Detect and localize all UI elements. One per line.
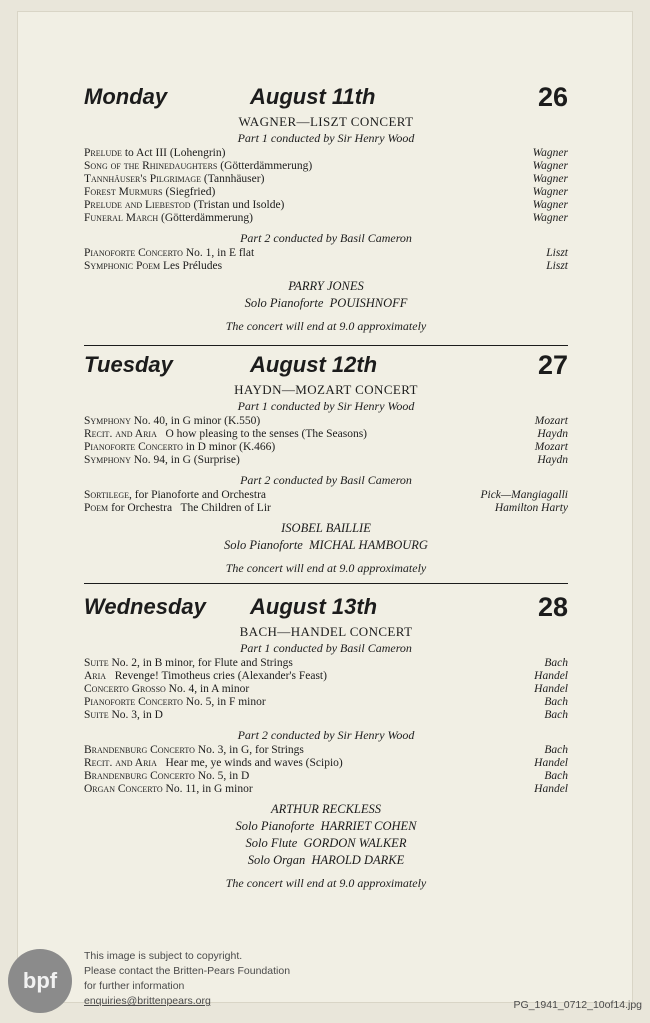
concert-number: 26 [537,82,568,112]
composer: Bach [544,709,568,721]
composer: Liszt [546,260,568,272]
end-note: The concert will end at 9.0 approximately [225,319,427,333]
part-heading: Part 2 conducted by Sir Henry Wood [237,728,415,742]
programme-item: Poem for Orchestra The Children of Lir Hamilton Harty [84,502,568,514]
soloist: Solo Organ HAROLD DARKE [247,853,405,867]
composer: Haydn [537,454,568,466]
programme-item: Song of the Rhinedaughters (Götterdämmerung) Wagner [84,160,568,172]
programme-item: Suite No. 2, in B minor, for Flute and Strings Bach [84,657,568,669]
day-header [84,594,568,628]
composer: Liszt [546,247,568,259]
divider [84,583,568,584]
part-heading: Part 2 conducted by Basil Cameron [240,231,412,245]
programme-item: Concerto Grosso No. 4, in A minor Handel [84,683,568,695]
day-date: August 11th [250,84,376,109]
programme-item: Prelude and Liebestod (Tristan und Isolde) Wagner [84,199,568,211]
image-filename: PG_1941_0712_10of14.jpg [513,999,642,1011]
programme-item: Forest Murmurs (Siegfried) Wagner [84,186,568,198]
programme-item: Brandenburg Concerto No. 5, in D Bach [84,770,568,782]
divider [84,345,568,346]
day-header [84,352,568,386]
concert-number: 28 [537,592,568,622]
programme-item: Organ Concerto No. 11, in G minor Handel [84,783,568,795]
programme-item: Pianoforte Concerto No. 1, in E flat Liszt [84,247,568,259]
day-name: Monday [84,84,168,109]
composer: Haydn [537,428,568,440]
soloist: ARTHUR RECKLESS [270,802,382,816]
day-name: Tuesday [84,352,173,377]
programme-item: Recit. and Aria Hear me, ye winds and waves (Scipio) Handel [84,757,568,769]
concert-title: BACH—HANDEL CONCERT [239,624,413,639]
programme-item: Brandenburg Concerto No. 3, in G, for Strings Bach [84,744,568,756]
composer: Pick—Mangiagalli [480,489,568,501]
programme-item: Tannhäuser's Pilgrimage (Tannhäuser) Wagner [84,173,568,185]
concert-title: WAGNER—LISZT CONCERT [238,114,414,129]
composer: Hamilton Harty [494,502,568,514]
programme-item: Recit. and Aria O how pleasing to the senses (The Seasons) Haydn [84,428,568,440]
soloist: Solo Flute GORDON WALKER [245,836,407,850]
programme-item: Pianoforte Concerto No. 5, in F minor Bach [84,696,568,708]
composer: Handel [534,683,568,695]
bpf-logo: bpf [8,949,72,1013]
soloist: Solo Pianoforte POUISHNOFF [244,296,408,310]
soloist: ISOBEL BAILLIE [281,521,371,535]
part-heading: Part 1 conducted by Sir Henry Wood [237,399,415,413]
end-note: The concert will end at 9.0 approximately [225,876,427,890]
composer: Wagner [532,186,568,198]
programme-item: Sortilege, for Pianoforte and Orchestra Pick—Mangiagalli [84,489,568,501]
composer: Bach [544,696,568,708]
composer: Mozart [534,441,568,453]
composer: Bach [544,744,568,756]
programme-item: Symphony No. 40, in G minor (K.550) Mozart [84,415,568,427]
programme-item: Aria Revenge! Timotheus cries (Alexander's Feast) Handel [84,670,568,682]
composer: Handel [534,757,568,769]
part-heading: Part 1 conducted by Basil Cameron [240,641,412,655]
copyright-footer [0,945,650,1023]
composer: Bach [544,770,568,782]
programme-item: Prelude to Act III (Lohengrin) Wagner [84,147,568,159]
programme-item: Pianoforte Concerto in D minor (K.466) Mozart [84,441,568,453]
soloist: Solo Pianoforte HARRIET COHEN [235,819,417,833]
concert-title: HAYDN—MOZART CONCERT [234,382,418,397]
soloist: PARRY JONES [288,279,364,293]
concert-tuesday [84,352,568,577]
concert-number: 27 [537,350,568,380]
composer: Handel [534,670,568,682]
soloist: Solo Pianoforte MICHAL HAMBOURG [224,538,428,552]
composer: Mozart [534,415,568,427]
concert-monday [84,84,568,335]
day-header [84,84,568,118]
composer: Handel [534,783,568,795]
programme-item: Symphonic Poem Les Préludes Liszt [84,260,568,272]
day-name: Wednesday [84,594,206,619]
part-heading: Part 1 conducted by Sir Henry Wood [237,131,415,145]
composer: Wagner [532,160,568,172]
composer: Wagner [532,199,568,211]
programme-item: Symphony No. 94, in G (Surprise) Haydn [84,454,568,466]
day-date: August 12th [250,352,378,377]
part-heading: Part 2 conducted by Basil Cameron [240,473,412,487]
composer: Bach [544,657,568,669]
programme-item: Suite No. 3, in D Bach [84,709,568,721]
composer: Wagner [532,173,568,185]
composer: Wagner [532,147,568,159]
copyright-notice: This image is subject to copyright. Please contact the Britten-Pears Foundation for further information enquiries@brittenpears.org [84,950,291,1007]
contact-email-link[interactable]: enquiries@brittenpears.org [84,995,211,1007]
end-note: The concert will end at 9.0 approximately [225,561,427,575]
concert-wednesday [84,594,568,892]
day-date: August 13th [250,594,378,619]
composer: Wagner [532,212,568,224]
programme-item: Funeral March (Götterdämmerung) Wagner [84,212,568,224]
